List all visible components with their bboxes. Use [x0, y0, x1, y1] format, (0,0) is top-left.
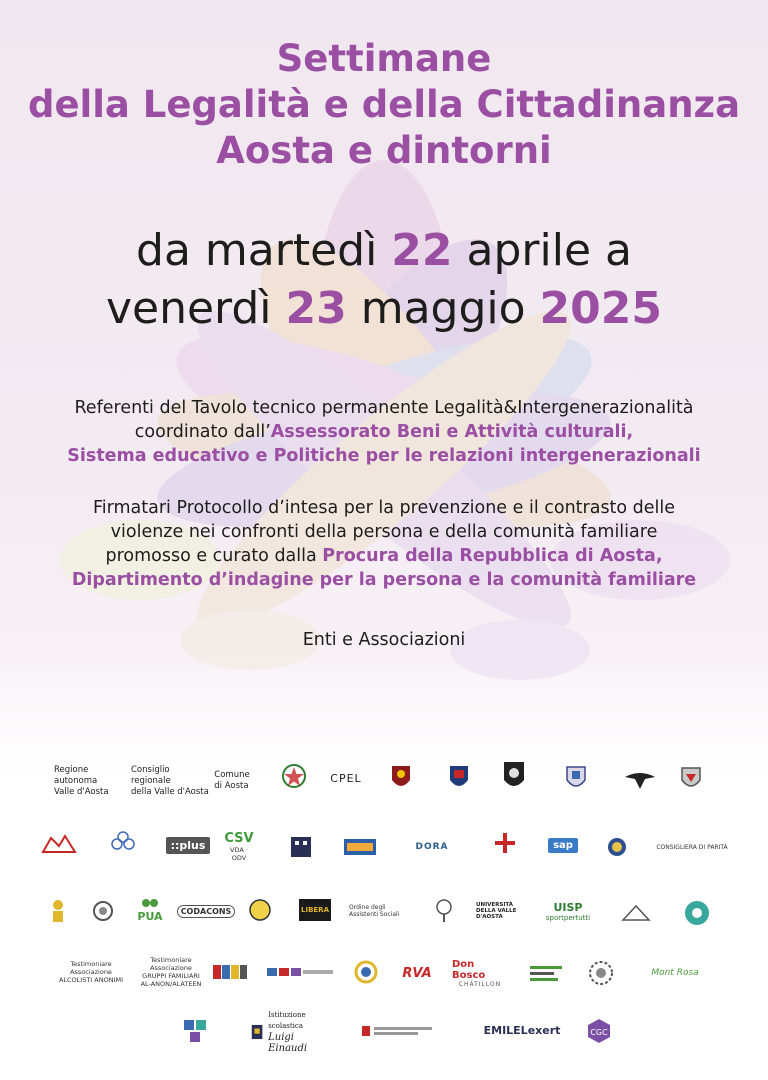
- logo-procura-emblem: [272, 758, 316, 798]
- year: 2025: [539, 283, 663, 334]
- istituto-icon: [362, 1025, 432, 1037]
- logo-text: Consiglio regionale: [131, 764, 171, 786]
- logo-emile: [483, 1020, 561, 1040]
- uisp-sub-text: sportpertutti: [545, 914, 591, 922]
- csv-text: CSV: [224, 831, 254, 846]
- caritas-cross-icon: [493, 831, 517, 855]
- event-dates: [0, 222, 768, 338]
- assessorato-name: Assessorato Beni e Attività culturali,: [270, 422, 634, 442]
- logo-pua: [134, 894, 166, 926]
- logo-multicolor-letters: [264, 964, 336, 980]
- finanza-crest-icon: [502, 760, 526, 792]
- logo-eagle: [622, 766, 658, 794]
- green-lines-icon: [530, 964, 562, 982]
- logo-text: Comune: [214, 770, 250, 780]
- logo-uisp: [546, 898, 590, 926]
- cubes-icon: [182, 1018, 208, 1044]
- date-line-2: [0, 280, 768, 338]
- logo-colorful-circle: [352, 958, 380, 986]
- plus-text: ::plus: [166, 837, 211, 854]
- republic-emblem-icon: [281, 763, 307, 793]
- logo-text: GRUPPI FAMILIARI: [142, 972, 200, 980]
- logo-text: Valle d'Aosta: [54, 786, 109, 797]
- person-icon: [47, 898, 69, 924]
- eagle-icon: [623, 769, 657, 791]
- logo-triangle: [616, 902, 656, 924]
- logo-cgc: [584, 1016, 614, 1046]
- firmatari-block: [20, 496, 748, 592]
- logo-codacons: [180, 900, 232, 922]
- logo-csv: [222, 831, 256, 862]
- logo-wreath-seal: [586, 958, 616, 988]
- csv-sub-text: VDA · ODV: [230, 846, 248, 862]
- firmatari-text: promosso e curato dalla: [105, 546, 323, 566]
- logo-sap: [548, 830, 578, 860]
- logo-green-lines: [528, 962, 564, 984]
- yellow-seal-icon: [248, 898, 272, 922]
- title-line-2: della Legalità e della Cittadinanza: [27, 83, 741, 126]
- date-text: venerdì: [105, 283, 286, 334]
- school-emblem-icon: [250, 1022, 264, 1042]
- logo-crs: [180, 1016, 210, 1046]
- logo-text: di Aosta: [214, 781, 249, 791]
- montrosa-text: Mont Rosa: [651, 968, 699, 978]
- referenti-line-3: Sistema educativo e Politiche per le relazioni intergenerazionali: [67, 446, 701, 466]
- title-line-1: Settimane: [276, 37, 492, 80]
- firmatari-line-3: [20, 544, 748, 568]
- logo-universita: [476, 902, 534, 920]
- logo-red-wordmark: [38, 830, 80, 858]
- logo-polizia: [388, 760, 414, 794]
- red-house-icon: [39, 832, 79, 856]
- logo-crest-2: [678, 764, 704, 794]
- sap-text: sap: [548, 838, 578, 853]
- logo-consiglio: [131, 764, 209, 797]
- logo-yellow-figure: [44, 896, 72, 926]
- logo-plus: [166, 836, 210, 854]
- logo-cpel: [322, 770, 370, 786]
- date-text: aprile a: [452, 225, 632, 276]
- triangle-icon: [619, 904, 653, 922]
- carabinieri-crest-icon: [448, 762, 470, 792]
- dora-text: DORA: [415, 842, 449, 852]
- page-title: [0, 36, 768, 174]
- wreath-icon: [588, 960, 614, 986]
- ordine-text: Ordine degli Assistenti Sociali: [349, 904, 400, 918]
- logo-regione: [54, 764, 126, 797]
- logo-libera: [300, 896, 330, 924]
- universita-text: UNIVERSITÀ DELLA VALLE D'AOSTA: [476, 902, 517, 920]
- date-line-1: [0, 222, 768, 280]
- flower-icon: [110, 829, 136, 857]
- emile-text: EMILELexert: [483, 1023, 561, 1037]
- firmatari-line-2: violenze nei confronti della persona e della comunità familiare: [110, 522, 658, 542]
- building-icon: [289, 833, 313, 861]
- date-text: da martedì: [136, 225, 392, 276]
- tree-icon: [433, 898, 455, 924]
- logo-istituto: [360, 1022, 434, 1040]
- logo-text: Luigi Einaudi: [268, 1032, 308, 1054]
- logo-dora: [404, 838, 460, 856]
- logo-einaudi: [250, 1011, 334, 1054]
- donbosco-text: Don Bosco: [452, 958, 486, 981]
- hexagon-icon: [586, 1018, 612, 1044]
- logo-color-blocks: [210, 962, 250, 982]
- logo-text: Testimoniare Associazione: [150, 956, 192, 972]
- logo-teal-flower: [682, 898, 712, 928]
- codacons-text: CODACONS: [177, 905, 236, 918]
- referenti-block: [20, 396, 748, 468]
- logo-comune: [212, 768, 252, 794]
- logo-film-strip: [342, 836, 378, 858]
- logo-alanon: [136, 958, 206, 986]
- logo-yellow-seal: [246, 896, 274, 924]
- cgc-glyph: CGC: [590, 1028, 608, 1037]
- libera-text: LIBERA: [299, 899, 331, 921]
- logo-ordine: [346, 900, 412, 922]
- colorful-circle-icon: [354, 960, 378, 984]
- logo-text: della Valle d'Aosta: [131, 786, 209, 797]
- logo-rva: [398, 962, 436, 984]
- logo-school-1: [288, 832, 314, 862]
- referenti-line-1: Referenti del Tavolo tecnico permanente Legalità&Intergenerazionalità: [74, 398, 694, 418]
- logo-carabinieri: [446, 760, 472, 794]
- people-icon: [140, 897, 160, 911]
- shield-icon: [680, 766, 702, 792]
- logo-text: Testimoniare Associazione: [70, 960, 112, 976]
- consigliera-text: CONSIGLIERA DI PARITÀ: [656, 843, 728, 851]
- film-strip-icon: [343, 837, 377, 857]
- logo-tree: [430, 896, 458, 926]
- logo-alcolisti: [56, 962, 126, 982]
- firmatari-line-1: Firmatari Protocollo d’intesa per la prevenzione e il contrasto delle: [92, 498, 676, 518]
- logo-text: Istituzione scolastica: [268, 1011, 306, 1030]
- end-day: 23: [285, 283, 347, 334]
- logo-guardia-finanza: [500, 758, 528, 794]
- cpel-text: CPEL: [330, 771, 362, 785]
- start-day: 22: [391, 225, 453, 276]
- logo-round-seal: [90, 898, 116, 924]
- logo-flower: [108, 826, 138, 860]
- uisp-text: UISP: [553, 901, 583, 914]
- coat-of-arms-icon: [564, 764, 588, 792]
- logo-caritas: [490, 828, 520, 858]
- rva-text: RVA: [402, 965, 432, 981]
- title-line-3: Aosta e dintorni: [216, 129, 552, 172]
- enti-heading: Enti e Associazioni: [302, 630, 466, 650]
- date-text: maggio: [346, 283, 540, 334]
- round-seal-icon: [92, 900, 114, 922]
- letters-icon: [267, 966, 333, 978]
- police-crest-icon: [390, 762, 412, 792]
- color-blocks-icon: [213, 965, 247, 979]
- logo-text: ALCOLISTI ANONIMI: [58, 976, 124, 984]
- logo-text: AL-ANON/ALATEEN: [140, 980, 202, 988]
- logo-montrosa: [640, 964, 710, 982]
- donbosco-sub-text: CHÂTILLON: [458, 980, 502, 988]
- firmatari-line-4: Dipartimento d’indagine per la persona e la comunità familiare: [71, 570, 697, 590]
- logo-crest-1: [562, 762, 590, 794]
- referenti-text: coordinato dall’: [134, 422, 271, 442]
- logo-text: Regione autonoma: [54, 764, 98, 786]
- seal-icon: [606, 836, 628, 858]
- logo-seal: [604, 834, 630, 860]
- referenti-line-2: [20, 420, 748, 444]
- procura-name: Procura della Repubblica di Aosta,: [322, 546, 663, 566]
- pua-text: PUA: [137, 910, 163, 923]
- teal-flower-icon: [684, 900, 710, 926]
- logo-consigliera: [652, 838, 732, 856]
- logo-donbosco: [452, 960, 508, 986]
